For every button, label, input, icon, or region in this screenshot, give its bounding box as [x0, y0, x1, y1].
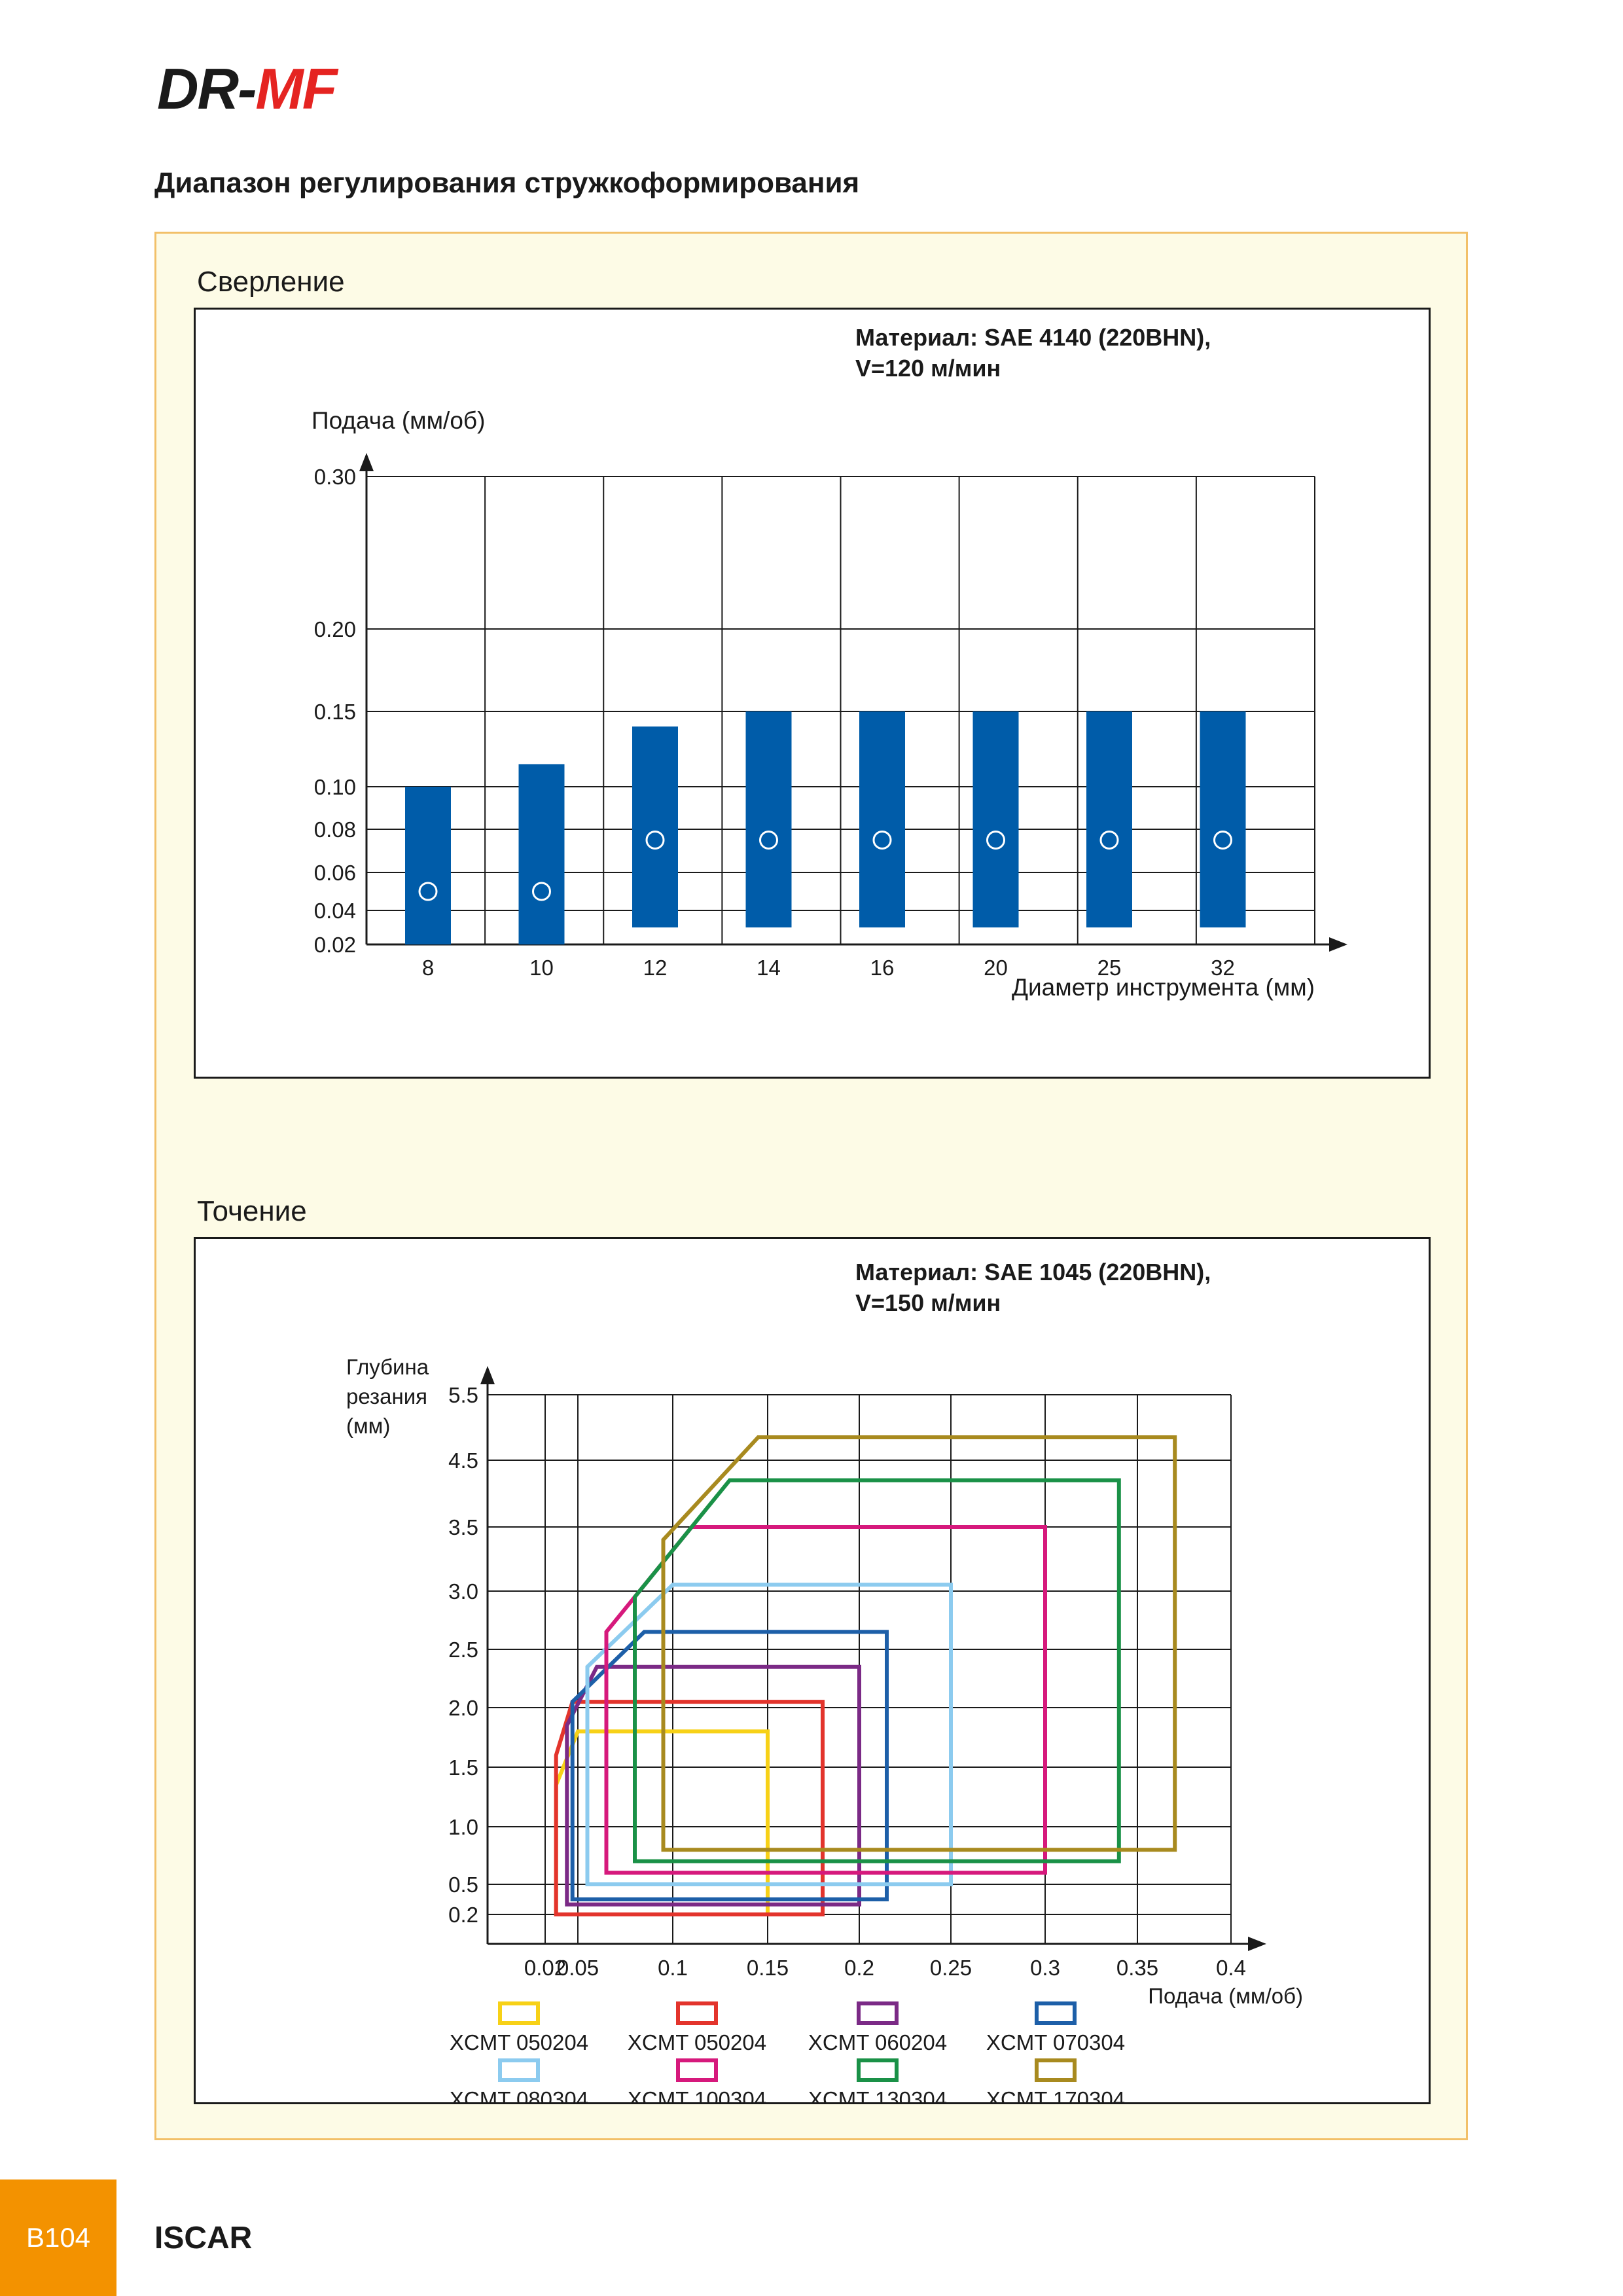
turning-legend-swatch: [678, 2060, 716, 2080]
drilling-x-tick-label: 25: [1097, 956, 1122, 980]
turning-chart: [196, 1239, 1429, 2102]
logo: [157, 56, 336, 121]
drilling-chart-box: [194, 308, 1431, 1079]
drilling-bar: [859, 711, 905, 927]
turning-legend-label: XCMT 050204: [449, 2030, 589, 2054]
turning-heading: Точение: [197, 1195, 307, 1227]
turning-y-tick-label: 0.5: [448, 1873, 478, 1897]
turning-y-axis-label: резания: [346, 1384, 427, 1408]
turning-legend-label: XCMT 130304: [808, 2087, 948, 2102]
turning-x-tick-label: 0.1: [658, 1956, 688, 1980]
drilling-y-tick-label: 0.20: [313, 617, 356, 641]
turning-legend-label: XCMT 100304: [627, 2087, 767, 2102]
turning-legend-swatch: [500, 2003, 538, 2023]
drilling-material-line2: V=120 м/мин: [855, 355, 1001, 382]
turning-y-axis-arrow: [480, 1366, 495, 1384]
footer-brand: ISCAR: [154, 2221, 253, 2255]
turning-legend-swatch: [1037, 2003, 1075, 2023]
turning-y-tick-label: 1.0: [448, 1815, 478, 1839]
drilling-x-tick-label: 16: [870, 956, 895, 980]
turning-series-outline: [573, 1632, 887, 1899]
drilling-material-line1: Материал: SAE 4140 (220BHN),: [855, 324, 1211, 351]
turning-legend-label: XCMT 050204: [627, 2030, 767, 2054]
drilling-y-axis-label: Подача (мм/об): [312, 407, 486, 434]
turning-legend-label: XCMT 060204: [808, 2030, 948, 2054]
turning-x-axis-label: Подача (мм/об): [1148, 1984, 1303, 2008]
turning-legend-swatch: [859, 2003, 897, 2023]
drilling-x-axis-label: Диаметр инструмента (мм): [1011, 974, 1315, 1001]
turning-legend-label: XCMT 070304: [986, 2030, 1126, 2054]
drilling-x-tick-label: 8: [421, 956, 435, 980]
turning-y-tick-label: 2.0: [448, 1696, 478, 1720]
drilling-bar: [1200, 711, 1246, 927]
turning-legend-label: XCMT 080304: [449, 2087, 589, 2102]
drilling-bar: [746, 711, 792, 927]
turning-series-outline: [664, 1437, 1175, 1850]
turning-y-tick-label: 5.5: [448, 1383, 478, 1407]
turning-x-tick-label: 0.2: [844, 1956, 874, 1980]
drilling-y-tick-label: 0.10: [313, 775, 356, 799]
turning-legend-swatch: [859, 2060, 897, 2080]
drilling-bar: [973, 711, 1019, 927]
drilling-y-tick-label: 0.30: [313, 465, 356, 489]
turning-x-tick-label: 0.35: [1116, 1956, 1159, 1980]
drilling-heading: Сверление: [197, 266, 345, 298]
drilling-bar: [1086, 711, 1132, 927]
drilling-chart: [196, 310, 1429, 1077]
turning-x-tick-label: 0.15: [746, 1956, 789, 1980]
drilling-y-tick-label: 0.04: [313, 899, 356, 923]
turning-y-tick-label: 0.2: [448, 1903, 478, 1927]
turning-legend-label: XCMT 170304: [986, 2087, 1126, 2102]
turning-y-axis-label: Глубина: [346, 1355, 429, 1379]
drilling-x-tick-label: 14: [757, 956, 781, 980]
drilling-x-tick-label: 12: [643, 956, 668, 980]
page-number-tab: B104: [0, 2179, 116, 2296]
turning-x-tick-label: 0.3: [1030, 1956, 1060, 1980]
turning-y-tick-label: 2.5: [448, 1638, 478, 1662]
turning-y-tick-label: 3.5: [448, 1515, 478, 1539]
turning-x-tick-label: 0.4: [1216, 1956, 1246, 1980]
drilling-bar: [405, 787, 451, 944]
turning-material-line1: Материал: SAE 1045 (220BHN),: [855, 1259, 1211, 1285]
drilling-x-tick-label: 10: [529, 956, 554, 980]
turning-x-axis-arrow: [1248, 1937, 1266, 1951]
drilling-x-tick-label: 32: [1211, 956, 1235, 980]
turning-chart-box: [194, 1237, 1431, 2104]
drilling-y-tick-label: 0.15: [313, 700, 356, 724]
drilling-bar: [519, 764, 565, 945]
turning-legend-swatch: [678, 2003, 716, 2023]
drilling-y-tick-label: 0.06: [313, 861, 356, 885]
turning-x-tick-label: 0.25: [929, 1956, 972, 1980]
drilling-x-tick-label: 20: [984, 956, 1008, 980]
logo-part1: DR-: [157, 56, 256, 121]
turning-x-tick-label: 0.02: [524, 1956, 567, 1980]
turning-legend-swatch: [500, 2060, 538, 2080]
section-title: Диапазон регулирования стружкоформирования: [154, 167, 860, 199]
drilling-bar: [632, 726, 678, 927]
drilling-x-axis-arrow: [1329, 937, 1347, 952]
drilling-y-tick-label: 0.08: [313, 817, 356, 842]
drilling-y-tick-label: 0.02: [313, 933, 356, 957]
drilling-y-axis-arrow: [359, 453, 374, 471]
turning-x-tick-label: 0.05: [556, 1956, 599, 1980]
turning-material-line2: V=150 м/мин: [855, 1289, 1001, 1316]
logo-part2: MF: [255, 56, 336, 121]
turning-y-tick-label: 3.0: [448, 1579, 478, 1604]
turning-legend-swatch: [1037, 2060, 1075, 2080]
turning-y-axis-label: (мм): [346, 1414, 391, 1438]
turning-y-tick-label: 4.5: [448, 1448, 478, 1473]
turning-y-tick-label: 1.5: [448, 1755, 478, 1780]
